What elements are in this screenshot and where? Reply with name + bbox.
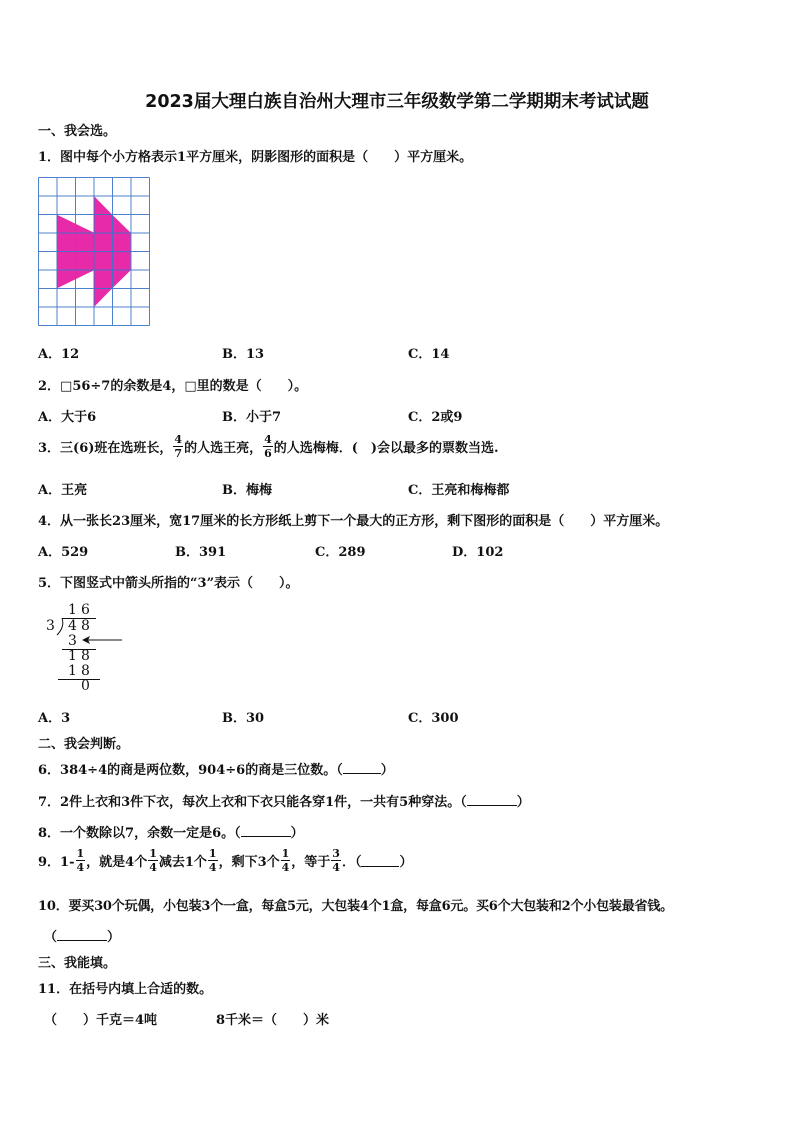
q3-fraction-2: $\frac{4}{6}$ [264,433,272,460]
question-7-text: 7．2件上衣和3件下衣，每次上衣和下衣只能各穿1件，一共有5种穿法。（ [38,795,467,810]
q7-answer-blank[interactable] [467,793,517,806]
section-heading-fill: 三、我能填。 [38,956,117,971]
q9-fraction-3: $\frac{1}{4}$ [208,847,217,874]
q3-option-a[interactable]: A．王亮 [38,483,88,498]
question-4-text: 4．从一张长23厘米，宽17厘米的长方形纸上剪下一个最大的正方形，剩下图形的面积是（ ）平方厘米。 [38,514,669,529]
question-8-text: 8．一个数除以7，余数一定是6。（ [38,826,241,841]
step3-digit-1: 1 [68,663,77,679]
q3-suffix: 的人选梅梅．( )会以最多的票数当选. [273,441,499,456]
q9-fraction-5: $\frac{3}{4}$ [332,847,340,874]
section-heading-choose: 一、我会选。 [38,124,117,139]
q5-option-a[interactable]: A．3 [38,711,71,726]
q9-fraction-1: $\frac{1}{4}$ [76,847,85,874]
question-9 [38,848,412,873]
quotient-digit-2: 6 [81,602,90,618]
q4-option-d[interactable]: D．102 [452,545,504,560]
q3-mid: 的人选王亮， [184,441,263,456]
section-heading-judge: 二、我会判断。 [38,737,130,752]
question-3-text [38,434,499,459]
q10-close-paren: ） [107,930,121,945]
question-8 [38,822,304,841]
step-digit-3: 3 [68,633,77,649]
q1-option-a[interactable]: A．12 [38,347,80,362]
q11-item-1[interactable]: （ ）千克＝4吨 [44,1013,158,1028]
question-1-grid-figure [38,177,151,327]
division-bracket [56,616,66,636]
q6-answer-blank[interactable] [343,761,381,774]
question-6 [38,759,394,778]
q8-close-paren: ） [290,826,304,841]
grid-lines-overlay [39,178,150,326]
q9-part-1: 9．1- [38,855,75,870]
q2-option-b[interactable]: B．小于7 [222,410,282,425]
q1-option-b[interactable]: B．13 [222,347,265,362]
page-title: 2023届大理白族自治州大理市三年级数学第二学期期末考试试题 [145,92,649,112]
q9-answer-blank[interactable] [361,854,399,867]
question-10-answer [44,926,120,945]
question-5-text: 5．下图竖式中箭头所指的“3”表示（ ）。 [38,576,299,591]
q6-close-paren: ） [380,763,394,778]
q8-answer-blank[interactable] [241,824,291,837]
quotient-digit-1: 1 [68,602,77,618]
q7-close-paren: ） [516,795,530,810]
q4-option-b[interactable]: B．391 [175,545,227,560]
question-2-text: 2．□56÷7的余数是4，□里的数是（ ）。 [38,379,308,394]
q4-option-a[interactable]: A．529 [38,545,89,560]
question-10-text: 10．要买30个玩偶，小包装3个一盒，每盒5元，大包装4个1盒，每盒6元。买6个大包装和2个小包装最省钱。 [38,899,673,914]
question-1-text: 1．图中每个小方格表示1平方厘米，阴影图形的面积是（ ）平方厘米。 [38,150,473,165]
q5-option-c[interactable]: C．300 [408,711,459,726]
q9-part-5: ，等于 [291,855,331,870]
arrow-pointer-icon [80,633,124,647]
q9-fraction-2: $\frac{1}{4}$ [149,847,157,874]
q10-open-paren: （ [44,930,58,945]
q9-part-6: ．（ [341,855,362,870]
q3-prefix: 3．三(6)班在选班长， [38,441,173,456]
q3-option-c[interactable]: C．王亮和梅梅都 [408,483,510,498]
q9-close-paren: ） [399,855,413,870]
step2-digit-2: 8 [81,648,90,664]
division-line-2 [58,679,100,680]
q4-option-c[interactable]: C．289 [315,545,366,560]
q5-option-b[interactable]: B．30 [222,711,265,726]
q2-option-a[interactable]: A．大于6 [38,410,97,425]
q10-answer-blank[interactable] [57,928,107,941]
q9-part-4: ，剩下3个 [218,855,280,870]
question-6-text: 6．384÷4的商是两位数，904÷6的商是三位数。（ [38,763,343,778]
question-11-text: 11．在括号内填上合适的数。 [38,982,213,997]
q3-fraction-1: $\frac{4}{7}$ [174,433,183,460]
q9-part-3: 减去1个 [158,855,207,870]
q1-option-c[interactable]: C．14 [408,347,450,362]
step3-digit-2: 8 [81,663,90,679]
divisor: 3 [46,618,55,634]
q2-option-c[interactable]: C．2或9 [408,410,463,425]
remainder-digit: 0 [81,678,90,694]
q3-option-b[interactable]: B．梅梅 [222,483,272,498]
q9-part-2: ，就是4个 [86,855,148,870]
question-7 [38,791,530,810]
q9-fraction-4: $\frac{1}{4}$ [281,847,290,874]
dividend-digit-2: 8 [81,618,90,634]
dividend-digit-1: 4 [68,618,77,634]
q11-item-2[interactable]: 8千米＝（ ）米 [216,1013,330,1028]
step2-digit-1: 1 [68,648,77,664]
